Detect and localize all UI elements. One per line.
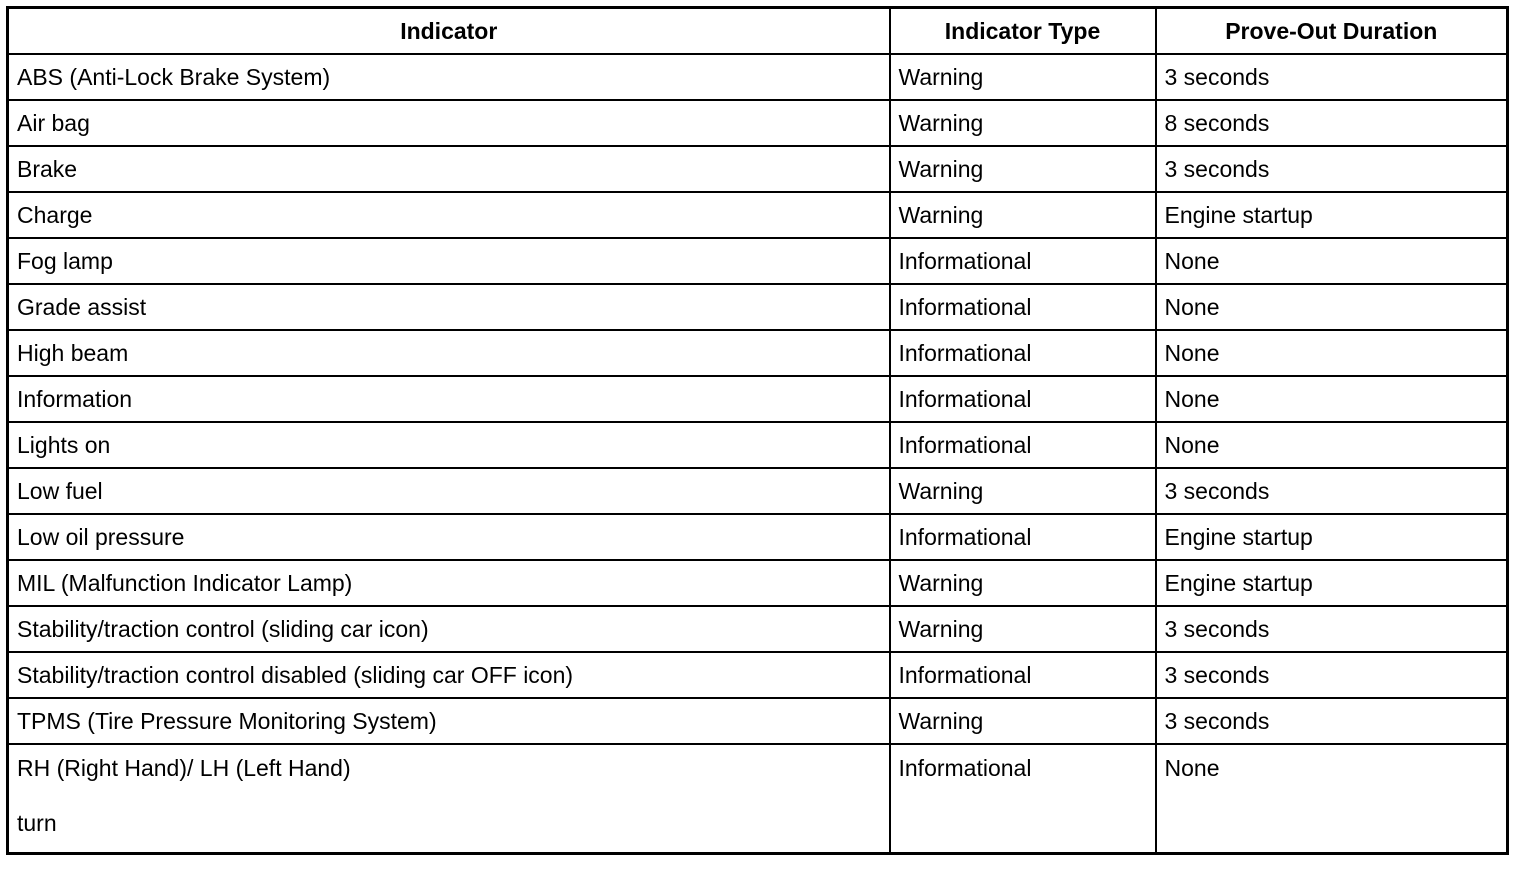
indicator-text: Charge xyxy=(17,202,93,228)
indicator-text: Information xyxy=(17,386,133,412)
indicator-type-cell: Warning xyxy=(890,468,1156,514)
indicator-text: RH (Right Hand)/ LH (Left Hand) xyxy=(17,755,351,781)
indicator-cell xyxy=(8,284,890,330)
indicator-cell xyxy=(8,376,890,422)
indicator-cell xyxy=(8,744,890,854)
prove-out-duration-cell: None xyxy=(1156,284,1508,330)
table-row xyxy=(8,422,1508,468)
indicator-cell xyxy=(8,698,890,744)
prove-out-duration-cell: 3 seconds xyxy=(1156,146,1508,192)
indicator-cell xyxy=(8,330,890,376)
indicator-text: Fog lamp xyxy=(17,248,113,274)
indicator-type-cell: Informational xyxy=(890,376,1156,422)
indicator-cell xyxy=(8,100,890,146)
prove-out-duration-cell: Engine startup xyxy=(1156,192,1508,238)
prove-out-duration-cell: 3 seconds xyxy=(1156,468,1508,514)
table-row xyxy=(8,376,1508,422)
indicator-cell xyxy=(8,422,890,468)
indicator-cell xyxy=(8,652,890,698)
indicator-type-cell: Informational xyxy=(890,284,1156,330)
indicator-text: Brake xyxy=(17,156,78,182)
indicator-type-cell: Informational xyxy=(890,330,1156,376)
indicator-type-cell: Warning xyxy=(890,606,1156,652)
table-row xyxy=(8,606,1508,652)
table-row xyxy=(8,468,1508,514)
table-row xyxy=(8,100,1508,146)
indicator-type-cell: Informational xyxy=(890,422,1156,468)
indicator-cell xyxy=(8,560,890,606)
table-row xyxy=(8,652,1508,698)
indicator-type-cell: Warning xyxy=(890,146,1156,192)
table-row xyxy=(8,514,1508,560)
indicator-table xyxy=(6,6,1509,855)
indicator-text: Low oil pressure xyxy=(17,524,185,550)
indicator-text: turn xyxy=(17,810,57,836)
indicator-type-cell: Informational xyxy=(890,744,1156,854)
indicator-type-cell: Informational xyxy=(890,238,1156,284)
indicator-type-cell: Informational xyxy=(890,514,1156,560)
indicator-cell xyxy=(8,514,890,560)
indicator-type-cell: Warning xyxy=(890,100,1156,146)
indicator-text: Stability/traction control disabled (sliding car OFF icon) xyxy=(17,662,574,688)
prove-out-duration-cell: 8 seconds xyxy=(1156,100,1508,146)
table-body xyxy=(8,54,1508,854)
prove-out-duration-cell: None xyxy=(1156,744,1508,854)
table-row xyxy=(8,698,1508,744)
indicator-cell xyxy=(8,468,890,514)
indicator-cell xyxy=(8,146,890,192)
indicator-text: Stability/traction control (sliding car icon) xyxy=(17,616,429,642)
prove-out-duration-cell: None xyxy=(1156,238,1508,284)
prove-out-duration-cell: None xyxy=(1156,330,1508,376)
prove-out-duration-cell: 3 seconds xyxy=(1156,54,1508,100)
indicator-type-cell: Warning xyxy=(890,560,1156,606)
table-row xyxy=(8,284,1508,330)
prove-out-duration-cell: None xyxy=(1156,422,1508,468)
table-row xyxy=(8,146,1508,192)
header-prove-out-duration: Prove-Out Duration xyxy=(1156,8,1508,55)
indicator-cell xyxy=(8,606,890,652)
prove-out-duration-cell: 3 seconds xyxy=(1156,698,1508,744)
indicator-text: Grade assist xyxy=(17,294,147,320)
table-row xyxy=(8,330,1508,376)
table-row xyxy=(8,238,1508,284)
prove-out-duration-cell: None xyxy=(1156,376,1508,422)
table-row xyxy=(8,54,1508,100)
indicator-text: Lights on xyxy=(17,432,111,458)
header-indicator-type: Indicator Type xyxy=(890,8,1156,55)
table-row xyxy=(8,744,1508,854)
table-header xyxy=(8,8,1508,55)
prove-out-duration-cell: Engine startup xyxy=(1156,560,1508,606)
table-row xyxy=(8,560,1508,606)
indicator-text: ABS (Anti-Lock Brake System) xyxy=(17,64,331,90)
header-indicator: Indicator xyxy=(8,8,890,55)
indicator-text: High beam xyxy=(17,340,129,366)
indicator-text: Air bag xyxy=(17,110,90,136)
indicator-cell xyxy=(8,54,890,100)
prove-out-duration-cell: 3 seconds xyxy=(1156,606,1508,652)
indicator-type-cell: Informational xyxy=(890,652,1156,698)
indicator-cell xyxy=(8,192,890,238)
indicator-text: MIL (Malfunction Indicator Lamp) xyxy=(17,570,353,596)
indicator-type-cell: Warning xyxy=(890,54,1156,100)
prove-out-duration-cell: 3 seconds xyxy=(1156,652,1508,698)
prove-out-duration-cell: Engine startup xyxy=(1156,514,1508,560)
indicator-type-cell: Warning xyxy=(890,698,1156,744)
indicator-cell xyxy=(8,238,890,284)
header-row xyxy=(8,8,1508,55)
table-row xyxy=(8,192,1508,238)
indicator-type-cell: Warning xyxy=(890,192,1156,238)
indicator-text: TPMS (Tire Pressure Monitoring System) xyxy=(17,708,437,734)
indicator-text: Low fuel xyxy=(17,478,103,504)
